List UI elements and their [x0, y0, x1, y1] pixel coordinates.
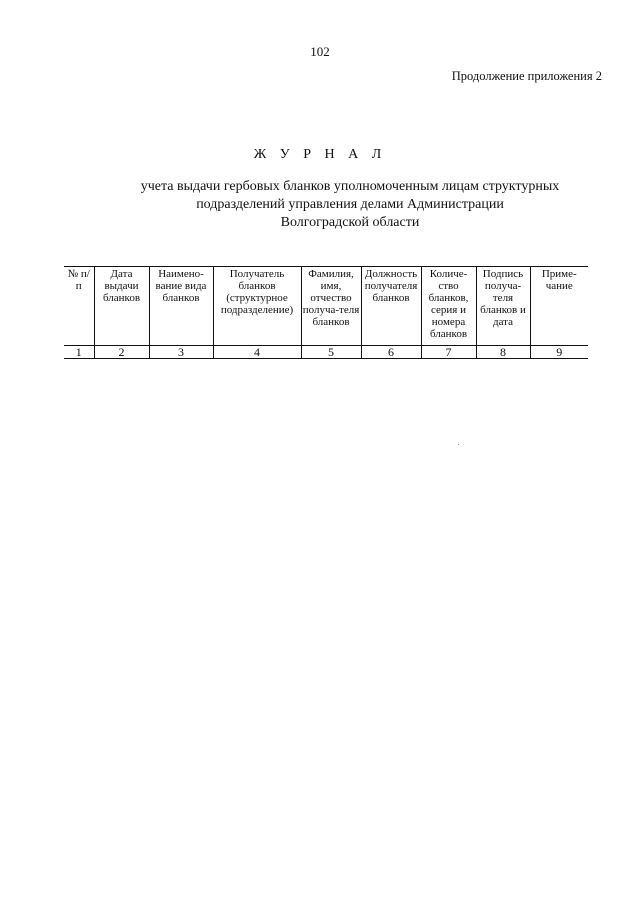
column-number: 2 — [94, 346, 149, 359]
appendix-note: Продолжение приложения 2 — [451, 69, 602, 83]
page-number: 102 — [310, 44, 330, 59]
document-subtitle — [80, 178, 620, 232]
column-number: 8 — [476, 346, 530, 359]
subtitle-line: подразделений управления делами Администрации — [196, 197, 504, 212]
column-header-recipient-unit: Получатель бланков (структурное подразделение) — [213, 267, 301, 346]
column-number: 4 — [213, 346, 301, 359]
column-number: 5 — [301, 346, 361, 359]
column-header-recipient-position: Должность получателя бланков — [361, 267, 421, 346]
column-header-note: Приме-чание — [530, 267, 588, 346]
column-number: 3 — [149, 346, 213, 359]
column-header-issue-date: Дата выдачи бланков — [94, 267, 149, 346]
column-header-recipient-name: Фамилия, имя, отчество получа-теля бланков — [301, 267, 361, 346]
scan-speck — [458, 444, 459, 445]
column-header-form-type: Наимено-вание вида бланков — [149, 267, 213, 346]
column-number: 9 — [530, 346, 588, 359]
table-header-row — [64, 267, 588, 346]
column-number: 6 — [361, 346, 421, 359]
column-number: 7 — [421, 346, 476, 359]
column-header-number: № п/п — [64, 267, 94, 346]
journal-table — [64, 266, 588, 359]
document-title: Ж У Р Н А Л — [253, 147, 387, 162]
column-number: 1 — [64, 346, 94, 359]
subtitle-line: Волгоградской области — [280, 215, 420, 230]
table-number-row — [64, 346, 588, 359]
subtitle-line: учета выдачи гербовых бланков уполномоченным лицам структурных — [140, 179, 560, 194]
column-header-signature-date: Подпись получа-теля бланков и дата — [476, 267, 530, 346]
column-header-quantity-series: Количе-ство бланков, серия и номера бланков — [421, 267, 476, 346]
